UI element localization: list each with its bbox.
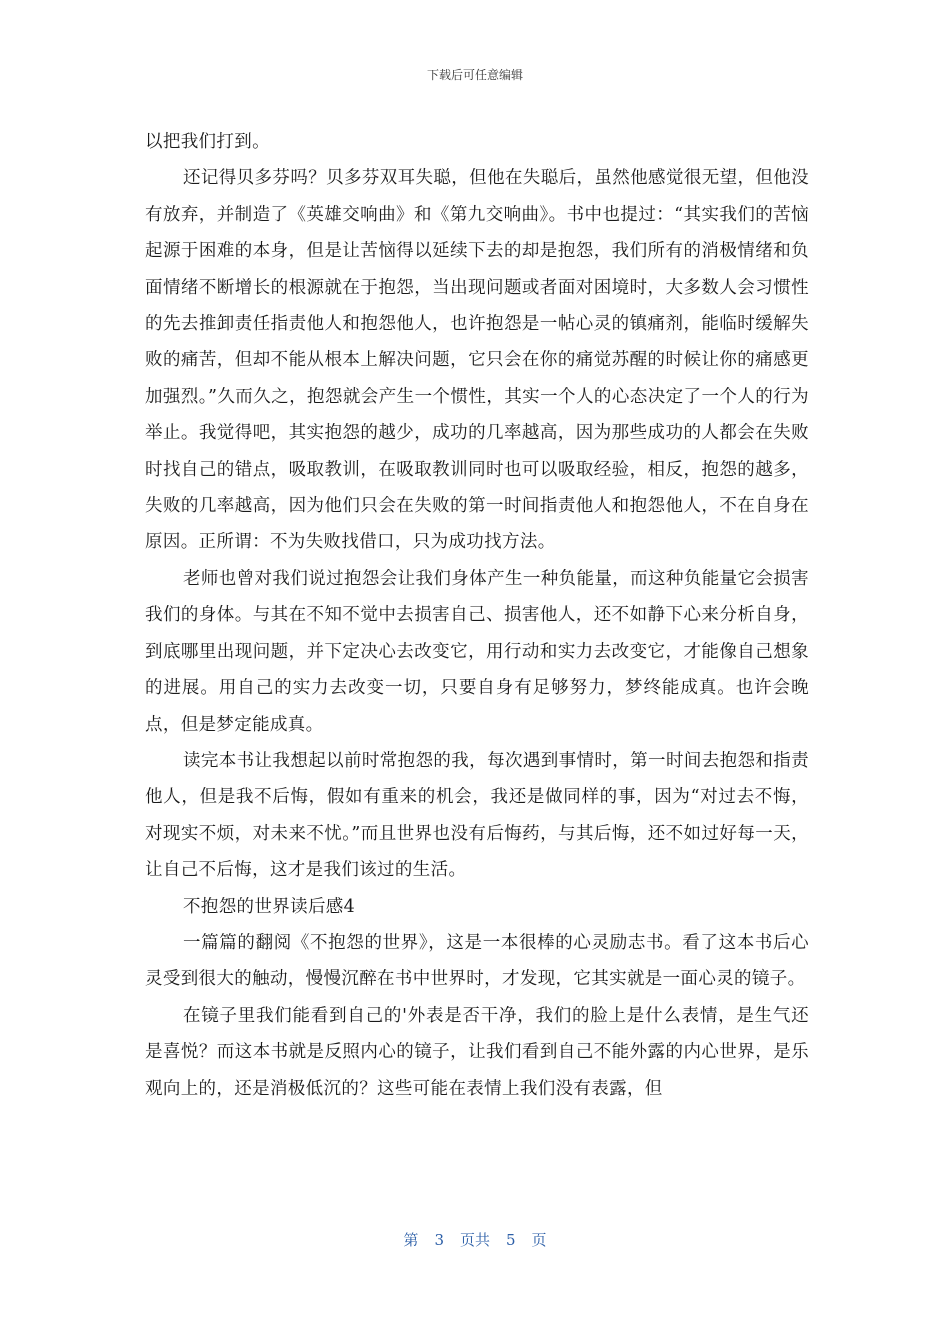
paragraph: 以把我们打到。 (145, 132, 270, 152)
current-page-number: 3 (434, 1231, 444, 1249)
footer-prefix: 第 (403, 1231, 419, 1249)
section-heading: 不抱怨的世界读后感4 (183, 896, 356, 917)
page-header: 下载后可任意编辑 (426, 68, 523, 82)
footer-middle: 页共 (459, 1231, 490, 1249)
paragraph: 一篇篇的翻阅《不抱怨的世界》，这是一本很棒的心灵励志书。看了这本书后心灵受到很大的触动，慢慢沉醉在书中世界时，才发现，它其实就是一面心灵的镜子。 (145, 932, 809, 990)
footer-suffix: 页 (531, 1231, 547, 1249)
paragraph: 在镜子里我们能看到自己的'外表是否干净，我们的脸上是什么表情，是生气还是喜悦？而这本书就是反照内心的镜子，让我们看到自己不能外露的内心世界，是乐观向上的，还是消极低沉的？这些可能在表情上我们没有表露，但 (145, 1005, 809, 1099)
paragraph: 还记得贝多芬吗？贝多芬双耳失聪，但他在失聪后，虽然他感觉很无望，但他没有放弃，并制造了《英雄交响曲》和《第九交响曲》。书中也提过：“其实我们的苦恼起源于困难的本身，但是让苦恼得以延续下去的却是抱怨，我们所有的消极情绪和负面情绪不断增长的根源就在于抱怨，当出现问题或者面对困境时，大多数人会习惯性的先去推卸责任指责他人和抱怨他人，也许抱怨是一帖心灵的镇痛剂，能临时缓解失败的痛苦，但却不能从根本上解决问题，它只会在你的痛觉苏醒的时候让你的痛感更加强烈。”久而久之，抱怨就会产生一个惯性，其实一个人的心态决定了一个人的行为举止。我觉得吧，其实抱怨的越少，成功的几率越高，因为那些成功的人都会在失败时找自己的错点，吸取教训，在吸取教训同时也可以吸取经验，相反，抱怨的越多，失败的几率越高，因为他们只会在失败的第一时间指责他人和抱怨他人，不在自身在原因。正所谓：不为失败找借口，只为成功找方法。 (145, 168, 809, 553)
total-pages-number: 5 (506, 1231, 516, 1249)
page-footer (0, 1229, 950, 1250)
paragraph: 老师也曾对我们说过抱怨会让我们身体产生一种负能量，而这种负能量它会损害我们的身体。与其在不知不觉中去损害自己、损害他人，还不如静下心来分析自身，到底哪里出现问题，并下定决心去改变它，用行动和实力去改变它，才能像自己想象的进展。用自己的实力去改变一切，只要自身有足够努力，梦终能成真。也许会晚点，但是梦定能成真。 (145, 568, 809, 735)
document-body (145, 124, 809, 1107)
paragraph: 读完本书让我想起以前时常抱怨的我，每次遇到事情时，第一时间去抱怨和指责他人，但是我不后悔，假如有重来的机会，我还是做同样的事，因为“对过去不悔，对现实不烦，对未来不忧。”而且世界也没有后悔药，与其后悔，还不如过好每一天，让自己不后悔，这才是我们该过的生活。 (145, 750, 809, 881)
